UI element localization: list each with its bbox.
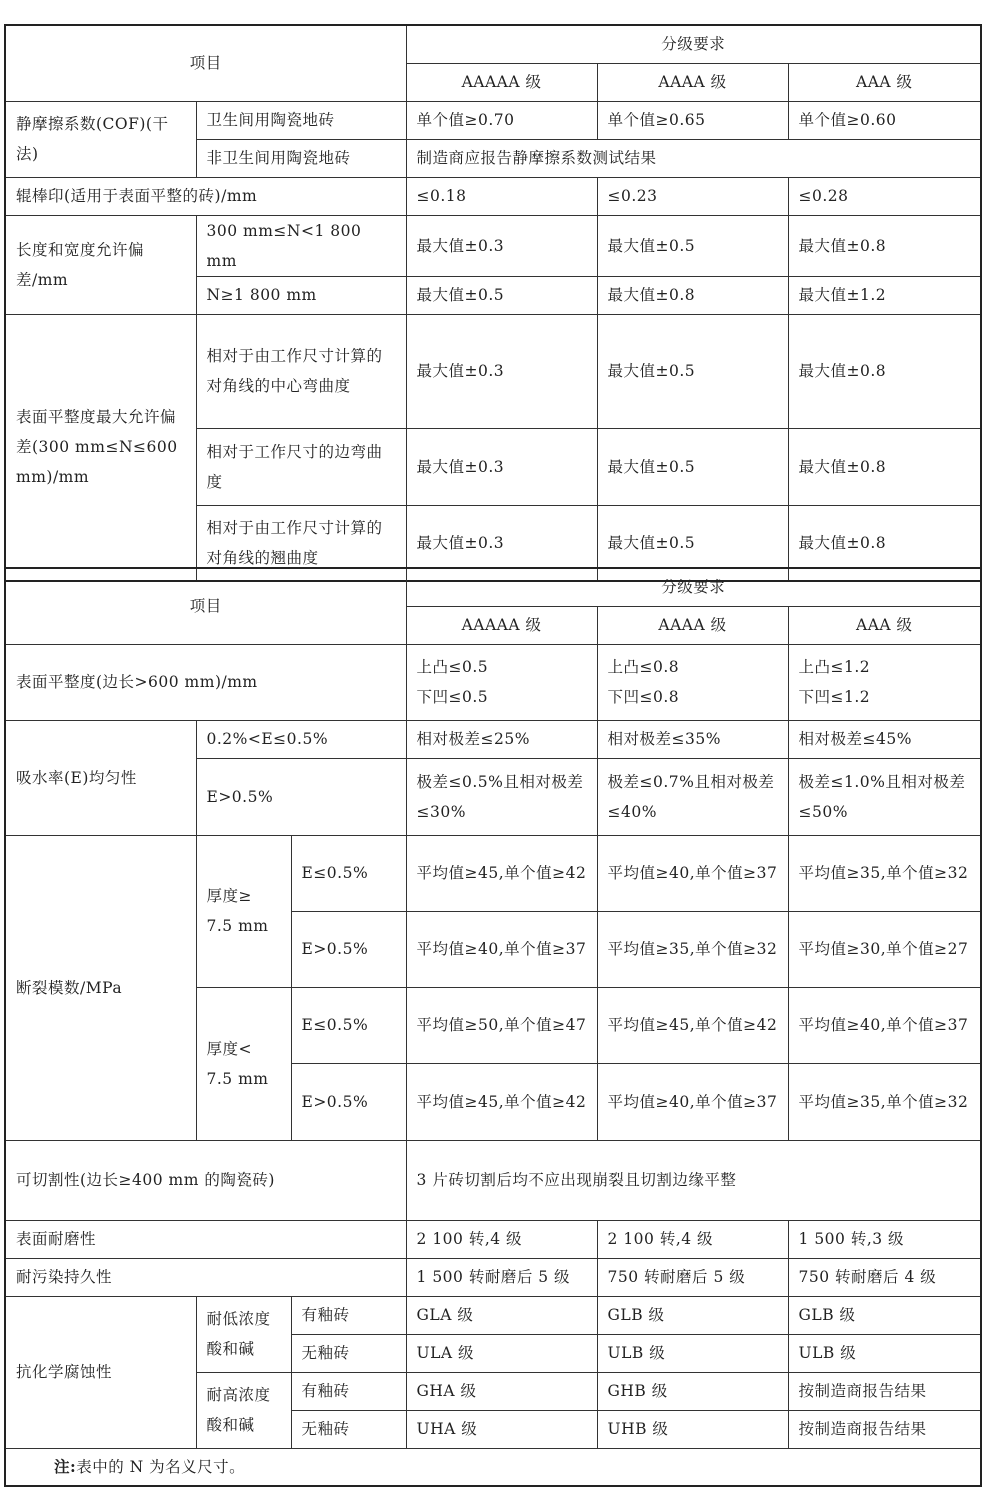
chem-unglazed-2: 无釉砖 — [291, 1410, 406, 1448]
grading-table-2 — [4, 567, 982, 1487]
lw-2-aaaaa: 最大值±0.5 — [406, 276, 597, 314]
lw-2-aaa: 最大值±1.2 — [788, 276, 981, 314]
chem-glazed-1: 有釉砖 — [291, 1296, 406, 1334]
mor-3-aaaaa: 平均值≥50,单个值≥47 — [406, 987, 597, 1063]
cof-bathroom-aaaa: 单个值≥0.65 — [597, 101, 788, 139]
flat-3-aaaaa: 最大值±0.3 — [406, 505, 597, 581]
water-1-aaaaa: 相对极差≤25% — [406, 720, 597, 758]
chem-2-aaaa: ULB 级 — [597, 1334, 788, 1372]
chem-low: 耐低浓度酸和碱 — [196, 1296, 291, 1372]
mor-2-aaa: 平均值≥30,单个值≥27 — [788, 911, 981, 987]
water-sub-1: 0.2%<E≤0.5% — [196, 720, 406, 758]
mor-4-aaa: 平均值≥35,单个值≥32 — [788, 1063, 981, 1140]
grading-table-1 — [4, 24, 982, 582]
cof-label: 静摩擦系数(COF)(干法) — [5, 101, 196, 177]
lw-1-aaa: 最大值±0.8 — [788, 215, 981, 276]
lw-1-aaaa: 最大值±0.5 — [597, 215, 788, 276]
stain-aaaa: 750 转耐磨后 5 级 — [597, 1258, 788, 1296]
flat-sub-3: 相对于由工作尺寸计算的对角线的翘曲度 — [196, 505, 406, 581]
flat-label: 表面平整度最大允许偏差(300 mm≤N≤600 mm)/mm — [5, 314, 196, 581]
cof-bathroom-aaa: 单个值≥0.60 — [788, 101, 981, 139]
roller-aaaaa: ≤0.18 — [406, 177, 597, 215]
header-item: 项目 — [5, 25, 406, 101]
lw-sub-1: 300 mm≤N<1 800 mm — [196, 215, 406, 276]
mor-e-3: E≤0.5% — [291, 987, 406, 1063]
flat600-aaaa: 上凸≤0.8 下凹≤0.8 — [597, 644, 788, 720]
flat-3-aaaa: 最大值±0.5 — [597, 505, 788, 581]
note-text: 表中的 N 为名义尺寸。 — [76, 1457, 246, 1476]
roller-aaa: ≤0.28 — [788, 177, 981, 215]
chem-3-aaaaa: GHA 级 — [406, 1372, 597, 1410]
flat-2-aaaaa: 最大值±0.3 — [406, 428, 597, 505]
header-grade-aaa: AAA 级 — [788, 63, 981, 101]
mor-e-2: E>0.5% — [291, 911, 406, 987]
header-grade-aaaaa: AAAAA 级 — [406, 606, 597, 644]
chem-3-aaaa: GHB 级 — [597, 1372, 788, 1410]
cof-sub-bathroom: 卫生间用陶瓷地砖 — [196, 101, 406, 139]
abrasion-label: 表面耐磨性 — [5, 1220, 406, 1258]
abrasion-aaa: 1 500 转,3 级 — [788, 1220, 981, 1258]
water-label: 吸水率(E)均匀性 — [5, 720, 196, 835]
mor-1-aaaa: 平均值≥40,单个值≥37 — [597, 835, 788, 911]
water-2-aaaa: 极差≤0.7%且相对极差≤40% — [597, 758, 788, 835]
chem-unglazed-1: 无釉砖 — [291, 1334, 406, 1372]
mor-2-aaaa: 平均值≥35,单个值≥32 — [597, 911, 788, 987]
lw-2-aaaa: 最大值±0.8 — [597, 276, 788, 314]
mor-thick-ge: 厚度≥ 7.5 mm — [196, 835, 291, 987]
note-prefix: 注: — [54, 1456, 77, 1476]
flat-sub-1: 相对于由工作尺寸计算的对角线的中心弯曲度 — [196, 314, 406, 428]
lw-sub-2: N≥1 800 mm — [196, 276, 406, 314]
cof-sub-nonbathroom: 非卫生间用陶瓷地砖 — [196, 139, 406, 177]
abrasion-aaaa: 2 100 转,4 级 — [597, 1220, 788, 1258]
header-grade-aaa: AAA 级 — [788, 606, 981, 644]
mor-e-4: E>0.5% — [291, 1063, 406, 1140]
lw-label: 长度和宽度允许偏差/mm — [5, 215, 196, 314]
mor-e-1: E≤0.5% — [291, 835, 406, 911]
mor-4-aaaaa: 平均值≥45,单个值≥42 — [406, 1063, 597, 1140]
lw-1-aaaaa: 最大值±0.3 — [406, 215, 597, 276]
chem-3-aaa: 按制造商报告结果 — [788, 1372, 981, 1410]
cut-label: 可切割性(边长≥400 mm 的陶瓷砖) — [5, 1140, 406, 1220]
mor-2-aaaaa: 平均值≥40,单个值≥37 — [406, 911, 597, 987]
chem-4-aaaaa: UHA 级 — [406, 1410, 597, 1448]
water-sub-2: E>0.5% — [196, 758, 406, 835]
flat-1-aaaaa: 最大值±0.3 — [406, 314, 597, 428]
stain-aaaaa: 1 500 转耐磨后 5 级 — [406, 1258, 597, 1296]
flat600-aaa: 上凸≤1.2 下凹≤1.2 — [788, 644, 981, 720]
chem-1-aaaaa: GLA 级 — [406, 1296, 597, 1334]
chem-2-aaaaa: ULA 级 — [406, 1334, 597, 1372]
mor-3-aaaa: 平均值≥45,单个值≥42 — [597, 987, 788, 1063]
header-item: 项目 — [5, 568, 406, 644]
chem-1-aaa: GLB 级 — [788, 1296, 981, 1334]
mor-3-aaa: 平均值≥40,单个值≥37 — [788, 987, 981, 1063]
stain-aaa: 750 转耐磨后 4 级 — [788, 1258, 981, 1296]
water-1-aaaa: 相对极差≤35% — [597, 720, 788, 758]
flat600-aaaaa: 上凸≤0.5 下凹≤0.5 — [406, 644, 597, 720]
water-2-aaa: 极差≤1.0%且相对极差≤50% — [788, 758, 981, 835]
abrasion-aaaaa: 2 100 转,4 级 — [406, 1220, 597, 1258]
mor-1-aaa: 平均值≥35,单个值≥32 — [788, 835, 981, 911]
stain-label: 耐污染持久性 — [5, 1258, 406, 1296]
cof-bathroom-aaaaa: 单个值≥0.70 — [406, 101, 597, 139]
flat-sub-2: 相对于工作尺寸的边弯曲度 — [196, 428, 406, 505]
roller-label: 辊棒印(适用于表面平整的砖)/mm — [5, 177, 406, 215]
water-1-aaa: 相对极差≤45% — [788, 720, 981, 758]
flat-3-aaa: 最大值±0.8 — [788, 505, 981, 581]
cut-value: 3 片砖切割后均不应出现崩裂且切割边缘平整 — [406, 1140, 981, 1220]
header-grade: 分级要求 — [406, 568, 981, 606]
chem-2-aaa: ULB 级 — [788, 1334, 981, 1372]
header-grade: 分级要求 — [406, 25, 981, 63]
water-2-aaaaa: 极差≤0.5%且相对极差≤30% — [406, 758, 597, 835]
flat-1-aaaa: 最大值±0.5 — [597, 314, 788, 428]
mor-1-aaaaa: 平均值≥45,单个值≥42 — [406, 835, 597, 911]
header-grade-aaaa: AAAA 级 — [597, 606, 788, 644]
header-grade-aaaa: AAAA 级 — [597, 63, 788, 101]
flat-2-aaa: 最大值±0.8 — [788, 428, 981, 505]
chem-high: 耐高浓度酸和碱 — [196, 1372, 291, 1448]
chem-glazed-2: 有釉砖 — [291, 1372, 406, 1410]
cof-nonbathroom-value: 制造商应报告静摩擦系数测试结果 — [406, 139, 981, 177]
mor-thick-lt: 厚度< 7.5 mm — [196, 987, 291, 1140]
flat600-label: 表面平整度(边长>600 mm)/mm — [5, 644, 406, 720]
chem-4-aaa: 按制造商报告结果 — [788, 1410, 981, 1448]
header-grade-aaaaa: AAAAA 级 — [406, 63, 597, 101]
mor-4-aaaa: 平均值≥40,单个值≥37 — [597, 1063, 788, 1140]
roller-aaaa: ≤0.23 — [597, 177, 788, 215]
flat-1-aaa: 最大值±0.8 — [788, 314, 981, 428]
chem-1-aaaa: GLB 级 — [597, 1296, 788, 1334]
table-note — [5, 1448, 981, 1486]
chem-4-aaaa: UHB 级 — [597, 1410, 788, 1448]
flat-2-aaaa: 最大值±0.5 — [597, 428, 788, 505]
mor-label: 断裂模数/MPa — [5, 835, 196, 1140]
chem-label: 抗化学腐蚀性 — [5, 1296, 196, 1448]
